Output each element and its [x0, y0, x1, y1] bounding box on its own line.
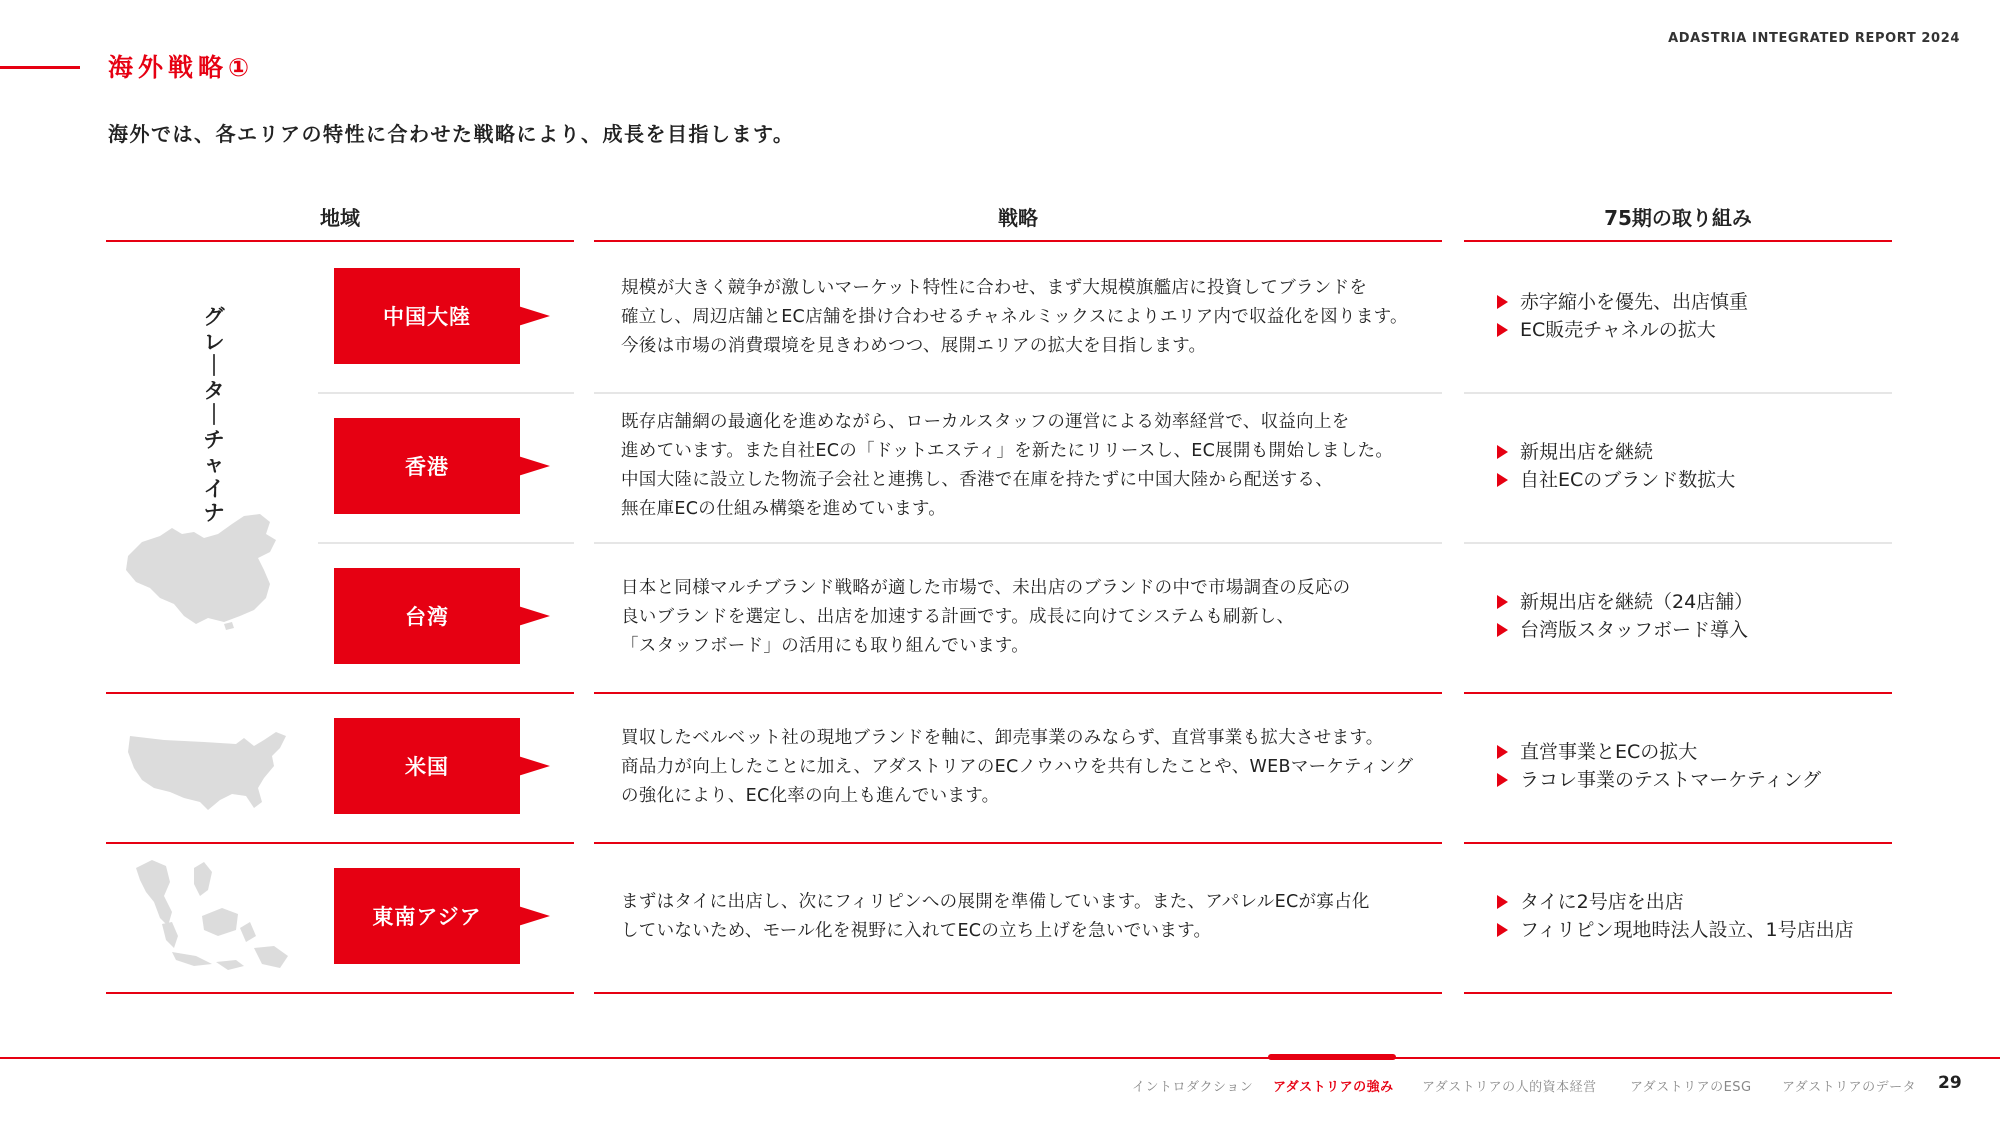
active-nav-indicator [1268, 1054, 1396, 1060]
nav-data[interactable]: アダストリアのデータ [1782, 1080, 1917, 1095]
strategy-line: 今後は市場の消費環境を見きわめつつ、展開エリアの拡大を目指します。 [621, 336, 1207, 356]
greater-china-label [196, 305, 232, 526]
strategy-line: の強化により、EC化率の向上も進んでいます。 [621, 786, 1000, 806]
triangle-bullet-icon [1497, 773, 1508, 787]
row-divider [1464, 542, 1892, 544]
strategy-line: 日本と同様マルチブランド戦略が適した市場で、未出店のブランドの中で市場調査の反応の [621, 578, 1351, 598]
initiative-text: フィリピン現地時法人設立、1号店出店 [1520, 919, 1854, 941]
greater-china-char: タ [203, 378, 225, 403]
greater-china-char: チ [203, 427, 225, 452]
header-divider [1464, 240, 1892, 242]
strategy-line: 規模が大きく競争が激しいマーケット特性に合わせ、まず大規模旗艦店に投資してブランドを [621, 278, 1368, 298]
strategy-line: 既存店舗網の最適化を進めながら、ローカルスタッフの運営による効率経営で、収益向上を [621, 412, 1350, 432]
region-tag-usa [334, 718, 520, 814]
initiative-text: タイに2号店を出店 [1520, 891, 1684, 913]
strategy-text-china [621, 274, 1421, 361]
initiative-text: 新規出店を継続（24店舗） [1520, 591, 1754, 613]
strategy-text-hong-kong [621, 408, 1421, 524]
china-map-icon [120, 512, 292, 630]
nav-human-capital[interactable]: アダストリアの人的資本経営 [1422, 1080, 1597, 1095]
nav-introduction[interactable]: イントロダクション [1132, 1080, 1254, 1095]
usa-map-icon [124, 726, 292, 822]
greater-china-char: ｜ [203, 354, 225, 378]
list-item [1497, 288, 1917, 316]
strategy-line: 中国大陸に設立した物流子会社と連携し、香港で在庫を持たずに中国大陸から配送する、 [621, 470, 1333, 490]
section-divider [1464, 692, 1892, 694]
triangle-bullet-icon [1497, 445, 1508, 459]
section-divider [594, 842, 1442, 844]
greater-china-char: レ [203, 329, 225, 354]
strategy-line: 「スタッフボード」の活用にも取り組んでいます。 [621, 636, 1029, 656]
initiatives-taiwan [1497, 588, 1917, 644]
section-divider [1464, 842, 1892, 844]
region-tag-label: 香港 [405, 455, 449, 479]
row-divider [1464, 392, 1892, 394]
strategy-line: していないため、モール化を視野に入れてECの立ち上げを急いでいます。 [621, 921, 1212, 941]
strategy-line: 良いブランドを選定し、出店を加速する計画です。成長に向けてシステムも刷新し、 [621, 607, 1295, 627]
list-item [1497, 588, 1917, 616]
row-divider [318, 542, 574, 544]
initiative-text: ラコレ事業のテストマーケティング [1520, 769, 1821, 791]
greater-china-char: ャ [203, 452, 225, 476]
tag-arrow-icon [518, 906, 550, 926]
list-item [1497, 316, 1917, 344]
strategy-line: 進めています。また自社ECの「ドットエスティ」を新たにリリースし、EC展開も開始しました。 [621, 441, 1394, 461]
strategy-line: 商品力が向上したことに加え、アダストリアのECノウハウを共有したことや、WEBマーケティング [621, 757, 1414, 777]
greater-china-char: ｜ [203, 403, 225, 427]
initiatives-usa [1497, 738, 1917, 794]
region-tag-taiwan [334, 568, 520, 664]
column-header-initiatives: 75期の取り組み [1604, 206, 1752, 230]
section-divider [594, 692, 1442, 694]
region-tag-hong-kong [334, 418, 520, 514]
initiatives-hong-kong [1497, 438, 1917, 494]
initiatives-china [1497, 288, 1917, 344]
strategy-line: 確立し、周辺店舗とEC店舗を掛け合わせるチャネルミックスによりエリア内で収益化を図ります。 [621, 307, 1408, 327]
triangle-bullet-icon [1497, 473, 1508, 487]
triangle-bullet-icon [1497, 923, 1508, 937]
title-accent-line [0, 66, 80, 69]
tag-arrow-icon [518, 756, 550, 776]
strategy-line: まずはタイに出店し、次にフィリピンへの展開を準備しています。また、アパレルECが寡占化 [621, 892, 1370, 912]
region-tag-label: 米国 [405, 755, 449, 779]
list-item [1497, 466, 1917, 494]
report-name: ADASTRIA INTEGRATED REPORT 2024 [1668, 31, 1960, 46]
row-divider [594, 542, 1442, 544]
footer-divider [0, 1057, 2000, 1059]
page-title: 海外戦略① [108, 53, 255, 82]
strategy-text-usa [621, 724, 1421, 811]
nav-esg[interactable]: アダストリアのESG [1630, 1080, 1752, 1095]
column-header-strategy: 戦略 [998, 206, 1038, 230]
triangle-bullet-icon [1497, 323, 1508, 337]
triangle-bullet-icon [1497, 895, 1508, 909]
strategy-line: 無在庫ECの仕組み構築を進めています。 [621, 499, 947, 519]
region-tag-china [334, 268, 520, 364]
row-divider [318, 392, 574, 394]
list-item [1497, 616, 1917, 644]
header-divider [106, 240, 574, 242]
list-item [1497, 916, 1917, 944]
initiative-text: 自社ECのブランド数拡大 [1520, 469, 1736, 491]
strategy-text-taiwan [621, 574, 1421, 661]
tag-arrow-icon [518, 306, 550, 326]
initiatives-southeast-asia [1497, 888, 1917, 944]
list-item [1497, 738, 1917, 766]
strategy-text-southeast-asia [621, 888, 1421, 946]
region-tag-southeast-asia [334, 868, 520, 964]
greater-china-char: グ [203, 305, 225, 329]
region-tag-label: 中国大陸 [383, 305, 471, 329]
column-header-region: 地域 [320, 206, 360, 230]
page-number: 29 [1938, 1073, 1962, 1093]
triangle-bullet-icon [1497, 623, 1508, 637]
nav-strengths[interactable]: アダストリアの強み [1273, 1080, 1394, 1095]
list-item [1497, 438, 1917, 466]
triangle-bullet-icon [1497, 295, 1508, 309]
header-divider [594, 240, 1442, 242]
initiative-text: 赤字縮小を優先、出店慎重 [1520, 291, 1749, 313]
section-divider [106, 842, 574, 844]
section-divider [106, 992, 574, 994]
initiative-text: 直営事業とECの拡大 [1520, 741, 1698, 763]
tag-arrow-icon [518, 606, 550, 626]
strategy-line: 買収したベルベット社の現地ブランドを軸に、卸売事業のみならず、直営事業も拡大させます。 [621, 728, 1384, 748]
initiative-text: 台湾版スタッフボード導入 [1520, 619, 1749, 641]
triangle-bullet-icon [1497, 745, 1508, 759]
lead-text: 海外では、各エリアの特性に合わせた戦略により、成長を目指します。 [108, 122, 795, 146]
greater-china-char: ナ [203, 501, 225, 525]
list-item [1497, 766, 1917, 794]
section-divider [594, 992, 1442, 994]
southeast-asia-map-icon [132, 856, 292, 976]
section-divider [1464, 992, 1892, 994]
section-divider [106, 692, 574, 694]
row-divider [594, 392, 1442, 394]
greater-china-char: イ [203, 476, 225, 501]
tag-arrow-icon [518, 456, 550, 476]
region-tag-label: 台湾 [405, 605, 449, 629]
list-item [1497, 888, 1917, 916]
initiative-text: 新規出店を継続 [1520, 441, 1654, 463]
triangle-bullet-icon [1497, 595, 1508, 609]
region-tag-label: 東南アジア [372, 905, 482, 929]
initiative-text: EC販売チャネルの拡大 [1520, 319, 1716, 341]
